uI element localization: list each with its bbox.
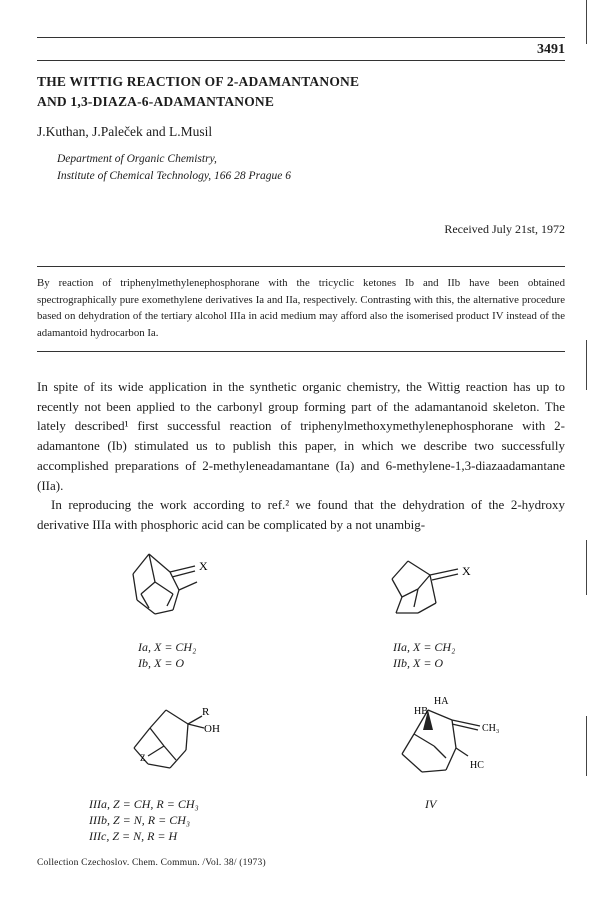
margin-mark — [586, 340, 587, 390]
structure-label-iiia — [89, 796, 199, 844]
margin-mark — [586, 0, 587, 44]
atom-label-z: Z — [140, 753, 146, 763]
structure-label-iia — [393, 639, 455, 671]
structure-iiia-c — [120, 698, 240, 788]
atom-label-ch3: CH₃ — [482, 723, 500, 734]
atom-label-r: R — [202, 706, 210, 718]
caption-line: Ib, X = O — [138, 656, 185, 670]
abstract-bottom-rule — [37, 351, 565, 352]
header-rule — [37, 60, 565, 61]
abstract-top-rule — [37, 266, 565, 267]
structure-iia-iib — [370, 553, 490, 633]
structure-ia-ib — [115, 548, 225, 630]
caption-line: IIIa, Z = CH, R = CH₃ — [89, 797, 199, 811]
paragraph: In spite of its wide application in the synthetic organic chemistry, the Wittig reaction has up to recently not been applied to the carbonyl group forming part of the adamantanoid skeleton. The lately described¹ first successful reaction of triphenylmethoxymethylenephosphorane with 2-adamantone (Ib) stimulated us to publish this paper, in which we describe two successfully accomplished preparations of 2-methyleneadamantane (Ia) and 6-methylene-1,3-diazaadamantane (IIa). — [37, 379, 565, 493]
abstract: By reaction of triphenylmethylenephosphorane with the tricyclic ketones Ib and IIb have been obtained spectrographically pure exomethylene derivatives Ia and IIa, respectively. Contrasting with this, the alternative procedure based on dehydration of the tertiary alcohol IIIa in acid medium may afford also the isomerised product IV instead of the adamantoid hydrocarbon Ia. — [37, 277, 565, 339]
affiliation-line: Department of Organic Chemistry, — [57, 153, 217, 165]
journal-footer: Collection Czechoslov. Chem. Commun. /Vol. 38/ (1973) — [37, 858, 266, 868]
caption-line: IIIc, Z = N, R = H — [89, 829, 178, 843]
caption-line: IIb, X = O — [393, 656, 444, 670]
title-line: AND 1,3-DIAZA-6-ADAMANTANONE — [37, 94, 275, 109]
body-text — [37, 377, 565, 535]
authors: J.Kuthan, J.Paleček and L.Musil — [37, 124, 213, 139]
atom-label-x: X — [462, 564, 471, 578]
margin-mark — [586, 716, 587, 776]
caption-line: IIa, X = CH₂ — [393, 640, 456, 654]
atom-label-hc: HC — [470, 760, 484, 771]
structure-iv — [390, 690, 520, 785]
paragraph: In reproducing the work according to ref.² we found that the dehydration of the 2-hydroxy derivative IIIa with phosphoric acid can be complicated by a not unambig- — [37, 497, 565, 532]
structure-label-ia — [138, 639, 196, 671]
affiliation — [57, 151, 291, 185]
caption-line: IIIb, Z = N, R = CH₃ — [89, 813, 191, 827]
title-line: THE WITTIG REACTION OF 2-ADAMANTANONE — [37, 74, 360, 89]
atom-label-oh: OH — [204, 723, 220, 735]
margin-mark — [586, 540, 587, 595]
structure-label-iv: IV — [425, 797, 437, 811]
page-number: 3491 — [537, 42, 565, 57]
atom-label-x: X — [199, 559, 208, 573]
top-rule — [37, 37, 565, 38]
affiliation-line: Institute of Chemical Technology, 166 28 Prague 6 — [57, 170, 292, 182]
caption-line: Ia, X = CH₂ — [138, 640, 197, 654]
atom-label-ha: HA — [434, 696, 449, 707]
atom-label-hb: HB — [414, 706, 428, 717]
article-title — [37, 72, 557, 112]
received-date: Received July 21st, 1972 — [444, 222, 565, 236]
